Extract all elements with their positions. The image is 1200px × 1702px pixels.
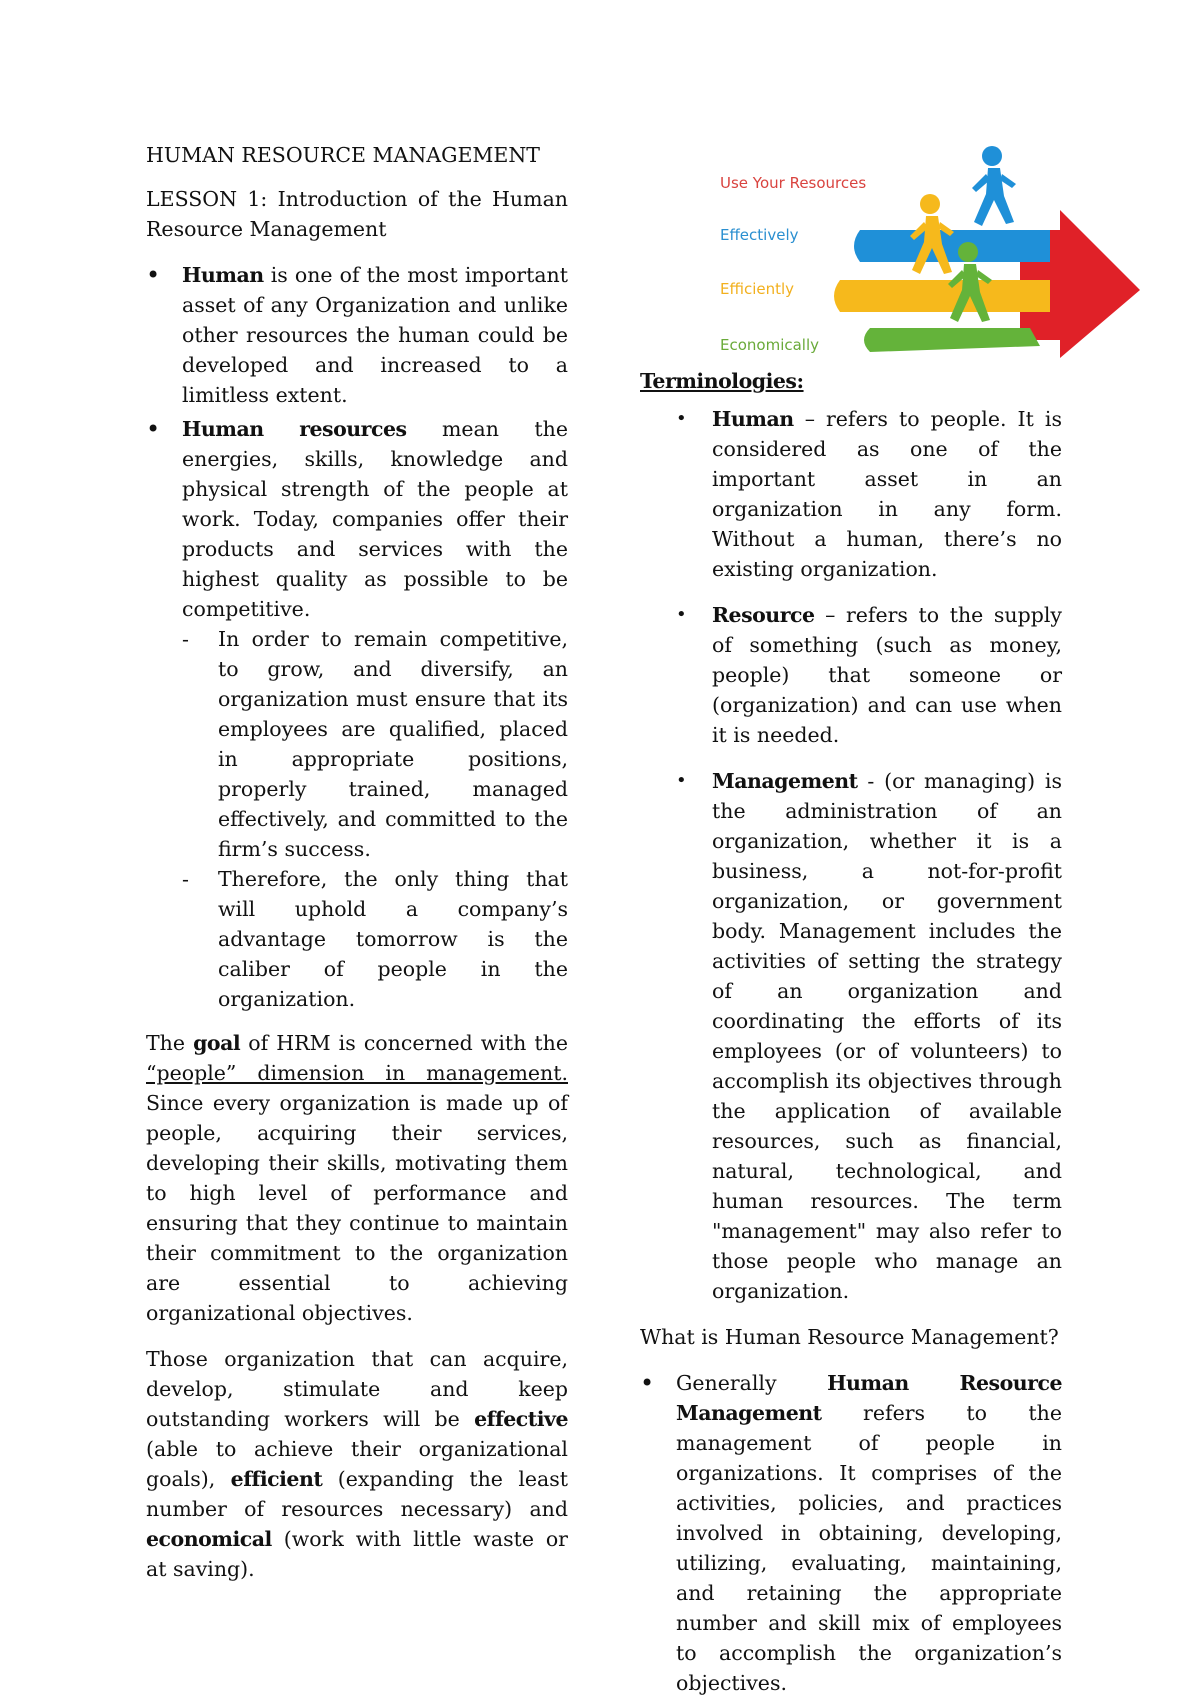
term-management: Management	[712, 769, 858, 793]
sub-list-item	[182, 864, 568, 1014]
dash-marker: -	[182, 867, 189, 891]
resources-graphic	[720, 140, 1140, 358]
label-effectively: Effectively	[720, 226, 799, 244]
text-span: Since every organization is made up of people, acquiring their services, developing their skills, motivating them to high level of performance and ensuring that they continue to maintain their commitment to the organization are essential to achieving organizational objectives.	[146, 1091, 568, 1325]
list-item	[146, 260, 568, 410]
bullet-dot: •	[676, 770, 687, 791]
list-item	[146, 414, 568, 1014]
terminologies-heading: Terminologies:	[640, 369, 804, 393]
underlined-phrase: “people” dimension in management.	[146, 1061, 568, 1085]
stairs-arrow-illustration	[720, 140, 1140, 358]
document-title: HUMAN RESOURCE MANAGEMENT	[146, 143, 540, 167]
bullet-dot: •	[146, 415, 161, 443]
sub-list-item	[182, 624, 568, 864]
term-goal: goal	[193, 1031, 241, 1055]
text-span: Generally	[676, 1371, 828, 1395]
list-item	[670, 766, 1062, 1306]
term-human-resources: Human resources	[182, 417, 407, 441]
sub-bullet-text: In order to remain competitive, to grow, and diversify, an organization must ensure that its employees are qualified, placed in appropriate positions, properly trained, managed effectively, and committed to the firm’s success.	[218, 627, 568, 861]
blue-walker-figure	[972, 146, 1016, 226]
term-definition: - (or managing) is the administration of an organization, whether it is a business, a not-for-profit organization, or government body. Management includes the activities of setting the strategy of an organization and coordinating the efforts of its employees (or of volunteers) to accomplish its objectives through the application of available resources, such as financial, natural, technological, and human resources. The term "management" may also refer to those people who manage an organization.	[712, 769, 1062, 1303]
text-span: The	[146, 1031, 194, 1055]
bullet-text: is one of the most important asset of any Organization and unlike other resources the human could be developed and increased to a limitless extent.	[182, 263, 568, 407]
intro-bullet-list	[146, 260, 568, 1014]
term-hrm: Human Resource Management	[676, 1371, 1062, 1425]
bullet-text: mean the energies, skills, knowledge and physical strength of the people at work. Today, companies offer their products and services with the highest quality as possible to be competitive.	[182, 417, 568, 621]
sub-bullet-list	[182, 624, 568, 1014]
term-human: Human	[182, 263, 264, 287]
answer-list	[640, 1368, 1062, 1698]
green-band	[864, 328, 1040, 352]
sub-bullet-text: Therefore, the only thing that will uphold a company’s advantage tomorrow is the caliber of people in the organization.	[218, 867, 568, 1011]
label-efficiently: Efficiently	[720, 280, 795, 298]
list-item	[670, 404, 1062, 584]
term-human: Human	[712, 407, 794, 431]
label-use-your-resources: Use Your Resources	[720, 174, 867, 192]
bullet-dot: •	[676, 604, 687, 625]
terminologies-list	[670, 404, 1062, 1306]
term-economical: economical	[146, 1527, 272, 1551]
term-definition: – refers to the supply of something (such as money, people) that someone or (organization) and can use when it is needed.	[712, 603, 1062, 747]
list-item	[670, 600, 1062, 750]
text-span: refers to the management of people in organizations. It comprises of the activities, policies, and practices involved in obtaining, developing, utilizing, evaluating, maintaining, and retaining the appropriate number and skill mix of employees to accomplish the organization’s objectives.	[676, 1401, 1062, 1695]
term-effective: effective	[474, 1407, 568, 1431]
lesson-heading: LESSON 1: Introduction of the Human Resource Management	[146, 187, 568, 241]
term-definition: – refers to people. It is considered as one of the important asset in an organization in any form. Without a human, there’s no existing organization.	[712, 407, 1062, 581]
section-question: What is Human Resource Management?	[640, 1325, 1059, 1349]
right-column	[640, 140, 1062, 1702]
term-resource: Resource	[712, 603, 815, 627]
text-span: Those organization that can acquire, develop, stimulate and keep outstanding workers will be	[146, 1347, 568, 1431]
yellow-band	[834, 280, 1050, 312]
term-efficient: efficient	[230, 1467, 323, 1491]
label-economically: Economically	[720, 336, 820, 354]
goal-paragraph	[146, 1028, 568, 1328]
left-column	[146, 140, 568, 1600]
text-span: of HRM is concerned with the	[240, 1031, 568, 1055]
text-span: (work with little waste or at saving).	[146, 1527, 568, 1581]
text-span: (able to achieve their organizational goals),	[146, 1437, 568, 1491]
dash-marker: -	[182, 627, 189, 651]
bullet-dot: •	[146, 261, 161, 289]
bullet-dot: •	[676, 408, 687, 429]
list-item	[640, 1368, 1062, 1698]
text-span: (expanding the least number of resources necessary) and	[146, 1467, 568, 1521]
bullet-dot: •	[640, 1369, 655, 1397]
those-paragraph	[146, 1344, 568, 1584]
blue-band	[854, 230, 1050, 262]
